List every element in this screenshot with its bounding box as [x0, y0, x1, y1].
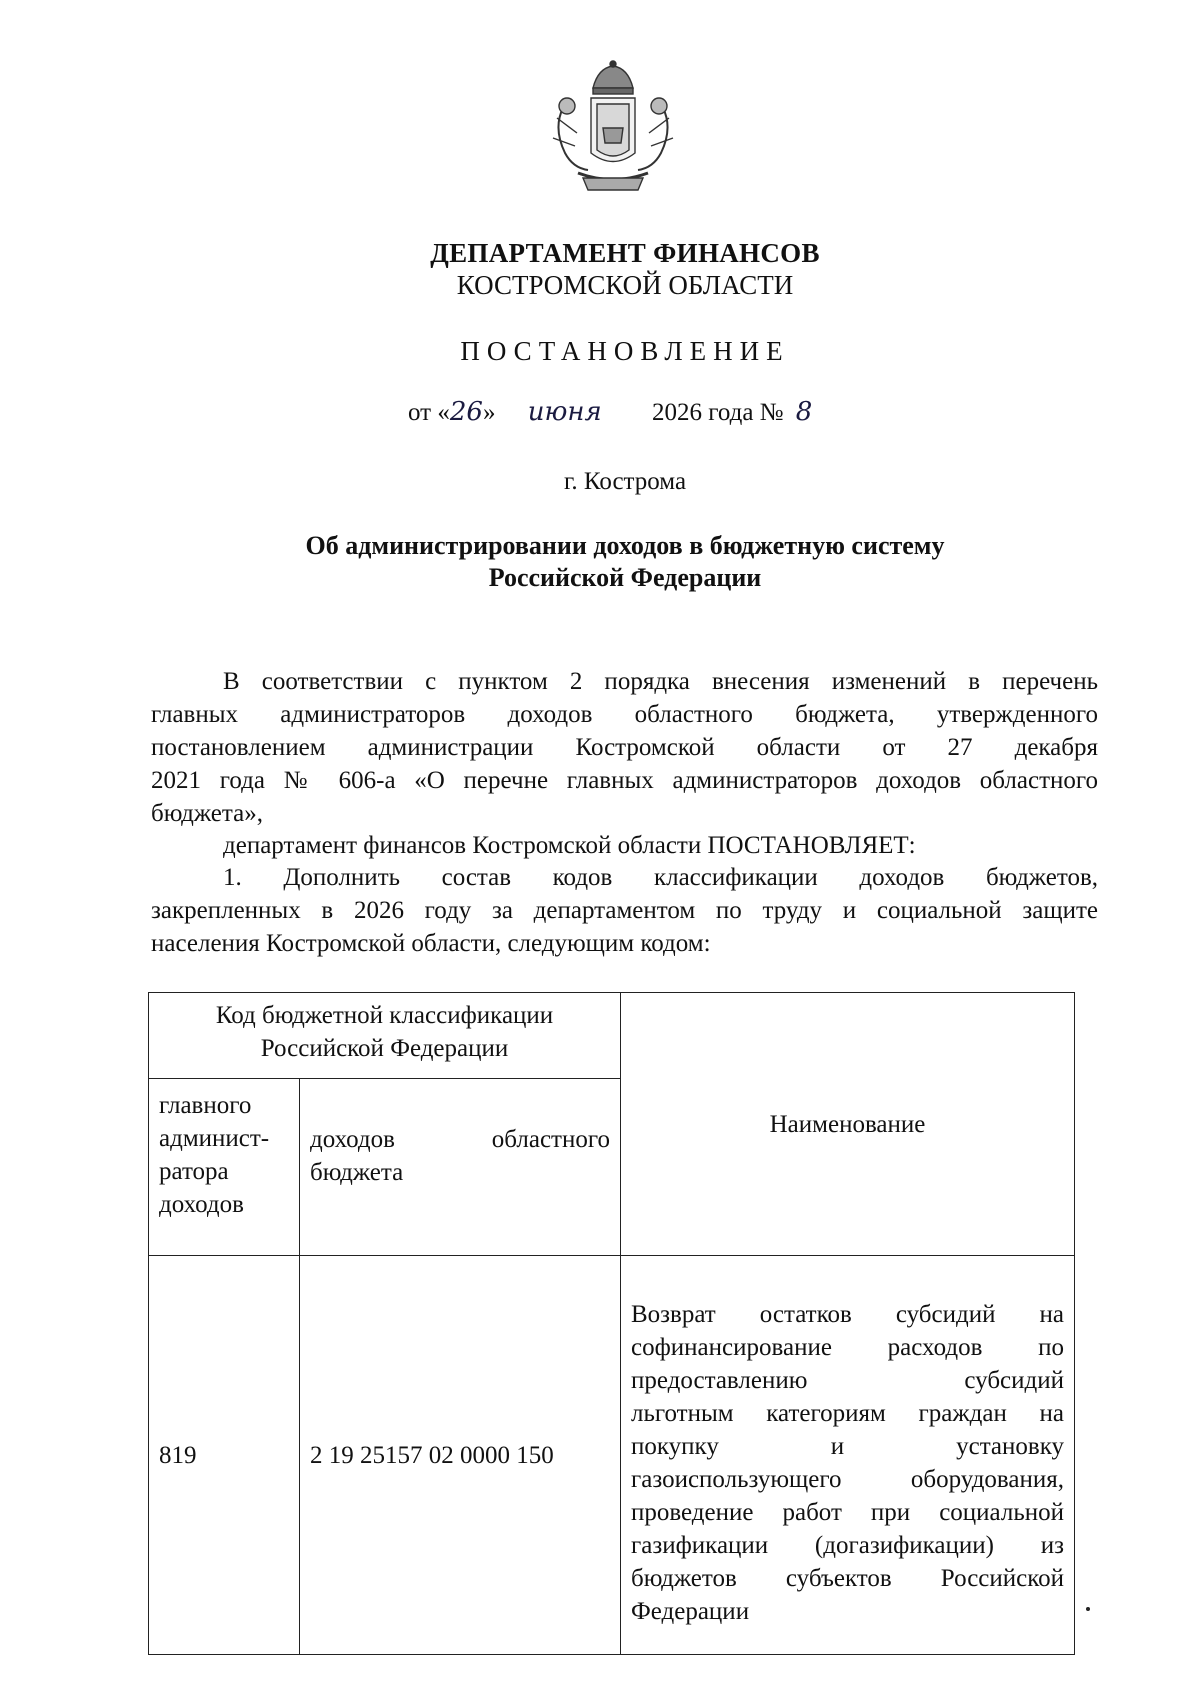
date-prefix: от «: [408, 399, 450, 426]
document-type: ПОСТАНОВЛЕНИЕ: [460, 336, 790, 366]
text-line: постановлением администрации Костромской области от 27 декабря: [151, 734, 1098, 761]
subheader-line: доходов областного: [310, 1126, 610, 1153]
text-line: 1. Дополнить состав кодов классификации доходов бюджетов,: [223, 864, 1098, 891]
header-kbk-line: Код бюджетной классификации: [215, 1002, 554, 1029]
date-year: 2026 года №: [651, 399, 784, 426]
cell-admin-code: 819: [149, 1256, 300, 1655]
text-line: главных администраторов доходов областного бюджета, утвержденного: [151, 701, 1098, 728]
cell-budget-code: 2 19 25157 02 0000 150: [300, 1256, 621, 1655]
cell-line: газоиспользующего оборудования,: [631, 1466, 1064, 1493]
date-mid: »: [482, 399, 496, 426]
cell-line: предоставлению субсидий: [631, 1367, 1064, 1394]
cell-line: софинансирование расходов по: [631, 1334, 1064, 1361]
cell-line: Возврат остатков субсидий на: [631, 1301, 1064, 1328]
preamble-paragraph: [151, 665, 1098, 830]
text-line: населения Костромской области, следующим кодом:: [151, 930, 711, 957]
budget-code-table: [148, 992, 1075, 1655]
cell-line: Федерации: [631, 1598, 750, 1625]
subheader-admin: [149, 1079, 300, 1256]
subheader-line: доходов: [159, 1191, 244, 1218]
subheader-line: главного: [159, 1092, 252, 1119]
cell-name: [621, 1256, 1075, 1655]
department-name: ДЕПАРТАМЕНТ ФИНАНСОВ: [430, 238, 820, 268]
document-number: 8: [795, 397, 813, 427]
table-header-row: [149, 993, 1075, 1079]
table-row: [149, 1256, 1075, 1655]
title-line: Российской Федерации: [488, 563, 762, 592]
cell-line: проведение работ при социальной: [631, 1499, 1064, 1526]
cell-line: льготным категориям граждан на: [631, 1400, 1064, 1427]
cell-line: бюджетов субъектов Российской: [631, 1565, 1064, 1592]
resolution-paragraph: департамент финансов Костромской области ПОСТАНОВЛЯЕТ:: [223, 832, 916, 859]
document-title: [0, 530, 1200, 594]
cell-line: покупку и установку: [631, 1433, 1064, 1460]
subheader-line: ратора: [159, 1158, 229, 1185]
text-line: закрепленных в 2026 году за департаментом по труду и социальной защите: [151, 897, 1098, 924]
header-name: Наименование: [621, 993, 1075, 1256]
text-line: бюджета»,: [151, 800, 263, 827]
coat-of-arms-icon: [543, 58, 683, 196]
scan-dot: [1086, 1607, 1090, 1611]
date-day: 26: [449, 397, 483, 427]
text-line: 2021 года № 606-а «О перечне главных администраторов доходов областного: [151, 767, 1098, 794]
subheader-code: [300, 1079, 621, 1256]
text-line: В соответствии с пунктом 2 порядка внесения изменений в перечень: [223, 668, 1098, 695]
department-region: КОСТРОМСКОЙ ОБЛАСТИ: [456, 270, 794, 300]
header-kbk-line: Российской Федерации: [260, 1035, 509, 1062]
cell-line: газификации (догазификации) из: [631, 1532, 1064, 1559]
subheader-line: бюджета: [310, 1159, 404, 1186]
header-kbk: [149, 993, 621, 1079]
date-month: июня: [527, 397, 602, 427]
item-1-paragraph: [151, 861, 1098, 960]
city: г. Кострома: [563, 468, 687, 495]
document-date-line: [408, 397, 812, 427]
title-line: Об администрировании доходов в бюджетную систему: [305, 531, 945, 560]
subheader-line: админист-: [159, 1125, 270, 1152]
